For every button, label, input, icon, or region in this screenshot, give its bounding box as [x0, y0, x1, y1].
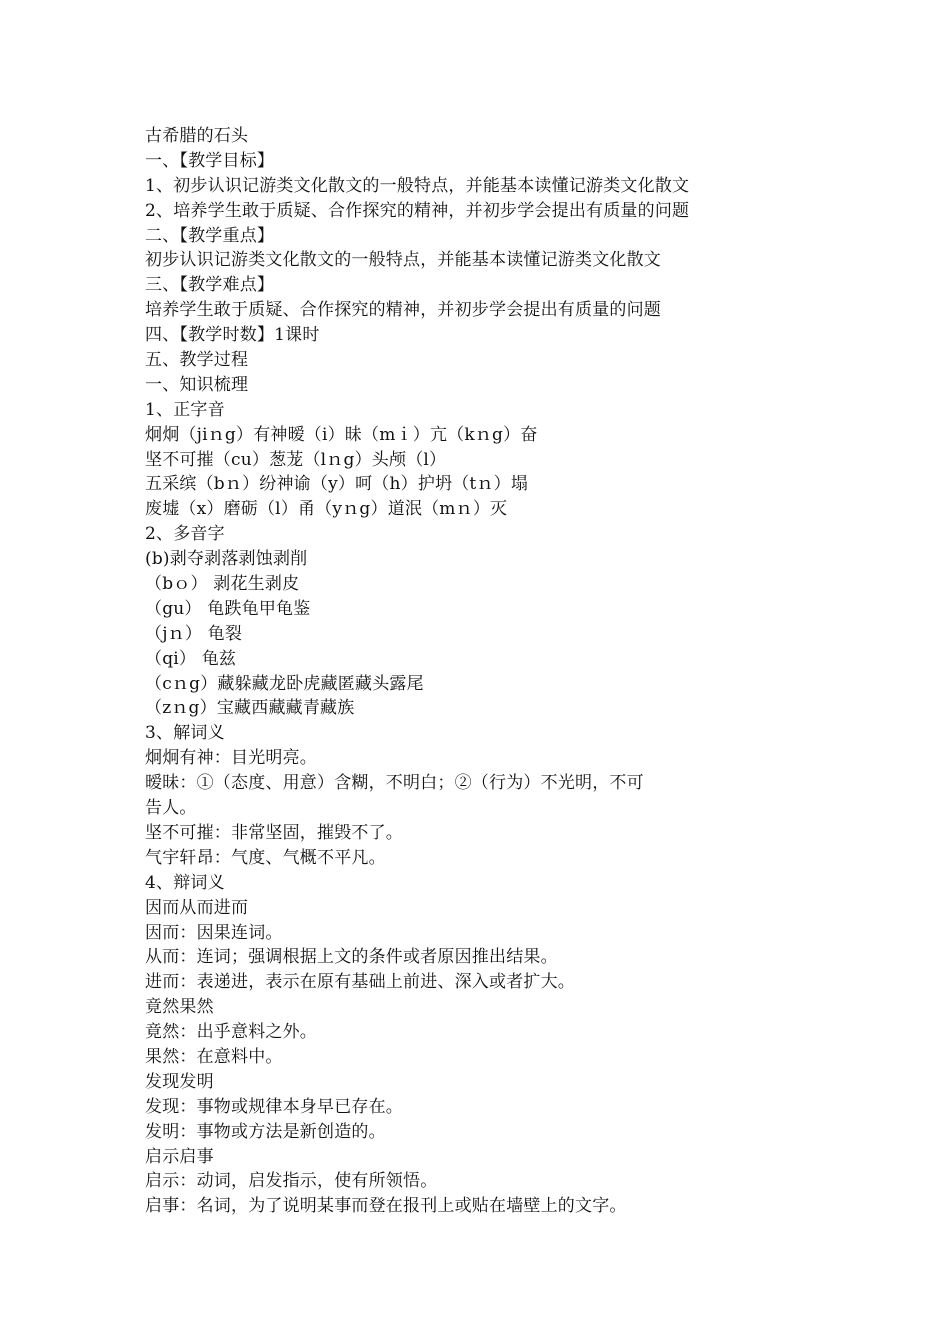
text-line: 1、初步认识记游类文化散文的一般特点，并能基本读懂记游类文化散文	[145, 175, 690, 196]
section-heading-difficulties: 三、【教学难点】	[145, 275, 275, 296]
text-line: 因而从而进而	[145, 897, 249, 918]
text-line: 废墟（x）磨砺（l）甬（yｎg）道泯（mｎ）灭	[145, 499, 508, 520]
document-body	[145, 124, 825, 1219]
text-line: 坚不可摧：非常坚固，摧毁不了。	[145, 822, 403, 843]
section-heading-process: 五、教学过程	[145, 350, 249, 371]
text-line: （gu） 龟跌龟甲龟鉴	[145, 598, 311, 619]
subsection-heading: 一、知识梳理	[145, 374, 249, 395]
subsection-heading: 2、多音字	[145, 524, 225, 545]
subsection-heading: 3、解词义	[145, 723, 225, 744]
subsection-heading: 4、辩词义	[145, 872, 225, 893]
text-line: （bｏ） 剥花生剥皮	[145, 574, 300, 595]
text-line: 炯炯（jiｎg）有神暧（i）昧（mｉ）亢（kｎg）奋	[145, 424, 538, 445]
text-line: 告人。	[145, 798, 197, 819]
text-line: 发现发明	[145, 1071, 214, 1092]
text-line: 从而：连词；强调根据上文的条件或者原因推出结果。	[145, 947, 558, 968]
text-line: 竟然果然	[145, 997, 214, 1018]
text-line: (b)剥夺剥落剥蚀剥削	[145, 549, 308, 570]
text-line: 竟然：出乎意料之外。	[145, 1022, 317, 1043]
text-line: 气宇轩昂：气度、气概不平凡。	[145, 847, 386, 868]
text-line: 暧昧：①（态度、用意）含糊，不明白；②（行为）不光明，不可	[145, 773, 644, 794]
text-line: 培养学生敢于质疑、合作探究的精神，并初步学会提出有质量的问题	[145, 300, 661, 321]
section-heading-key-points: 二、【教学重点】	[145, 225, 275, 246]
text-line: 发明：事物或方法是新创造的。	[145, 1121, 386, 1142]
text-line: 启示：动词，启发指示，使有所领悟。	[145, 1171, 438, 1192]
text-line: 进而：表递进，表示在原有基础上前进、深入或者扩大。	[145, 972, 575, 993]
text-line: 发现：事物或规律本身早已存在。	[145, 1096, 403, 1117]
text-line: （cｎg）藏躲藏龙卧虎藏匿藏头露尾	[145, 673, 424, 694]
text-line: （jｎ） 龟裂	[145, 623, 243, 644]
text-line: 因而：因果连词。	[145, 922, 283, 943]
text-line: （zｎg）宝藏西藏藏青藏族	[145, 698, 355, 719]
text-line: 炯炯有神：目光明亮。	[145, 748, 317, 769]
text-line: 启事：名词，为了说明某事而登在报刊上或贴在墙壁上的文字。	[145, 1196, 627, 1217]
text-line: 坚不可摧（cu）葱茏（lｎg）头颅（l）	[145, 449, 447, 470]
section-heading-objectives: 一、【教学目标】	[145, 150, 275, 171]
text-line: （qi） 龟兹	[145, 648, 237, 669]
text-line: 启示启事	[145, 1146, 214, 1167]
subsection-heading: 1、正字音	[145, 399, 225, 420]
text-line: 2、培养学生敢于质疑、合作探究的精神，并初步学会提出有质量的问题	[145, 200, 690, 221]
section-heading-hours: 四、【教学时数】1课时	[145, 325, 320, 346]
text-line: 果然：在意料中。	[145, 1046, 283, 1067]
document-title: 古希腊的石头	[145, 126, 249, 146]
text-line: 五采缤（bｎ）纷神谕（y）呵（h）护坍（tｎ）塌	[145, 474, 529, 495]
text-line: 初步认识记游类文化散文的一般特点，并能基本读懂记游类文化散文	[145, 250, 661, 271]
